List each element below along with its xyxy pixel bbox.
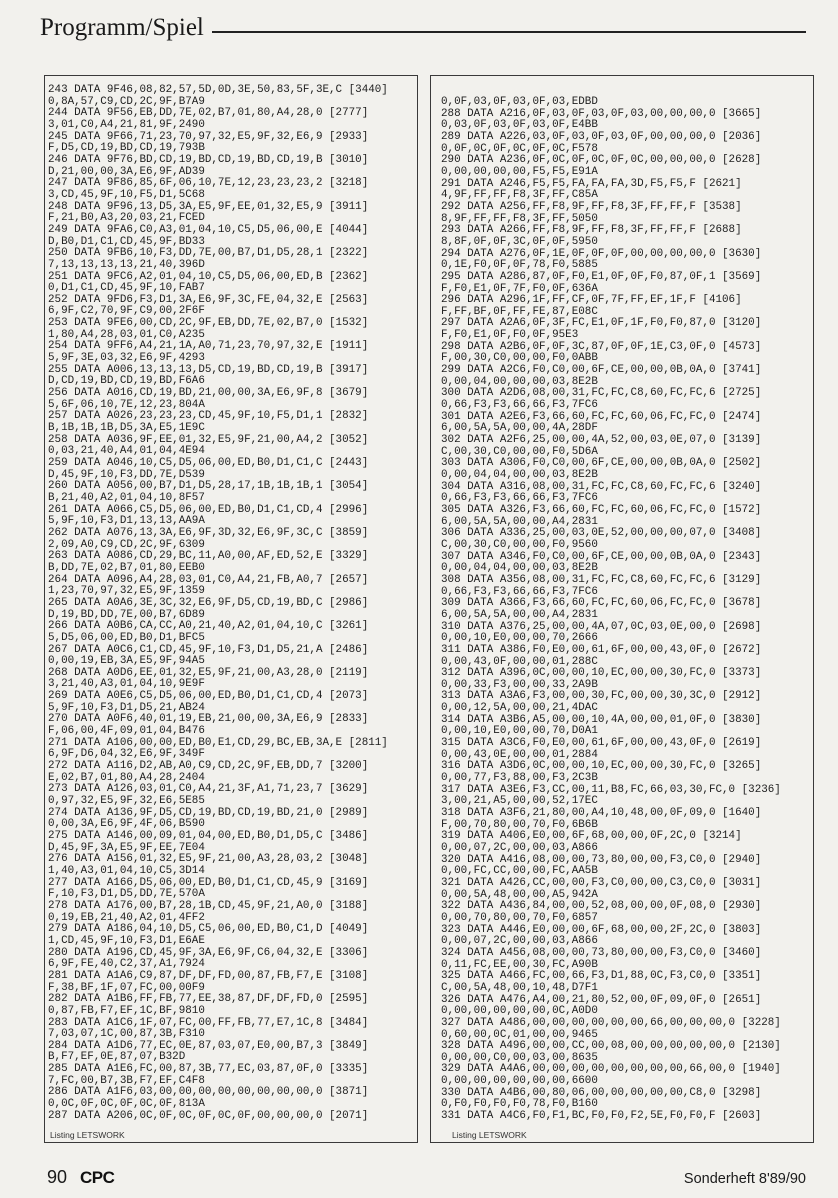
listing-line: 7,13,13,13,13,21,40,396D bbox=[48, 258, 205, 271]
listing-line: 0,03,21,40,A4,01,04,4E94 bbox=[48, 445, 205, 458]
listing-line: 308 DATA A356,08,00,31,FC,FC,C8,60,FC,FC,6 [3129] bbox=[441, 573, 762, 586]
listing-line: 262 DATA A076,13,3A,E6,9F,3D,32,E6,9F,3C,C [3859] bbox=[48, 526, 369, 539]
listing-line: 296 DATA A296,1F,FF,CF,0F,7F,FF,EF,1F,F [4106] bbox=[441, 294, 742, 307]
listing-line: 255 DATA A006,13,13,13,D5,CD,19,BD,CD,19,B [3917] bbox=[48, 363, 369, 376]
listing-line: 310 DATA A376,25,00,00,4A,07,0C,03,0E,00,0 [2698] bbox=[441, 620, 762, 633]
listing-box-left bbox=[44, 75, 418, 1143]
listing-line: 6,00,5A,5A,00,00,A4,2831 bbox=[441, 608, 598, 621]
listing-line: 284 DATA A1D6,77,EC,0E,87,03,07,E0,00,B7,3 [3849] bbox=[48, 1039, 369, 1052]
listing-line: 0,60,00,0C,01,00,00,9465 bbox=[441, 1028, 598, 1041]
listing-line: 253 DATA 9FE6,00,CD,2C,9F,EB,DD,7E,02,B7,0 [1532] bbox=[48, 317, 369, 330]
listing-line: 0,11,FC,EE,00,30,FC,A90B bbox=[441, 958, 598, 971]
listing-lines-right bbox=[441, 97, 781, 1123]
listing-line: 292 DATA A256,FF,F8,9F,FF,F8,3F,FF,FF,F [3538] bbox=[441, 200, 742, 213]
listing-line: 0,0F,0C,0F,0C,0F,0C,F578 bbox=[441, 142, 598, 155]
footer-page-number: 90 bbox=[47, 1167, 68, 1187]
listing-line: 0,66,F3,F3,66,66,F3,7FC6 bbox=[441, 585, 598, 598]
listing-line: 311 DATA A386,F0,E0,00,61,6F,00,00,43,0F,0 [2672] bbox=[441, 643, 762, 656]
listing-line: 2,09,A0,C9,CD,2C,9F,6309 bbox=[48, 538, 205, 551]
listing-line: 286 DATA A1F6,03,00,00,00,00,00,00,00,00,0 [3871] bbox=[48, 1086, 369, 1099]
listing-line: 295 DATA A286,87,0F,F0,E1,0F,0F,F0,87,0F,1 [3569] bbox=[441, 270, 762, 283]
listing-line: 305 DATA A326,F3,66,60,FC,FC,60,06,FC,FC,0 [1572] bbox=[441, 503, 762, 516]
listing-line: 289 DATA A226,03,0F,03,0F,03,0F,00,00,00,0 [2036] bbox=[441, 130, 762, 143]
listing-line: 325 DATA A466,FC,00,66,F3,D1,88,0C,F3,C0,0 [3351] bbox=[441, 970, 762, 983]
listing-line: 0,8A,57,C9,CD,2C,9F,B7A9 bbox=[48, 95, 205, 108]
listing-line: B,F7,EF,0E,87,07,B32D bbox=[48, 1051, 186, 1064]
listing-line: 0,1E,F0,0F,0F,78,F0,5885 bbox=[441, 259, 598, 272]
listing-caption-left: Listing LETSWORK bbox=[50, 1130, 125, 1140]
listing-line: 268 DATA A0D6,EE,01,32,E5,9F,21,00,A3,28,0 [2119] bbox=[48, 666, 369, 679]
listing-line: 0,00,70,80,00,70,F0,6857 bbox=[441, 911, 598, 924]
listing-line: 285 DATA A1E6,FC,00,87,3B,77,EC,03,87,0F,0 [3335] bbox=[48, 1063, 369, 1076]
listing-line: 0,00,00,00,00,00,00,6600 bbox=[441, 1075, 598, 1088]
listing-line: D,B0,D1,C1,CD,45,9F,BD33 bbox=[48, 235, 205, 248]
listing-line: 6,9F,C2,70,9F,C9,00,2F6F bbox=[48, 305, 205, 318]
listing-line: 297 DATA A2A6,0F,3F,FC,E1,0F,1F,F0,F0,87,0 [3120] bbox=[441, 317, 762, 330]
listing-line: 8,9F,FF,FF,F8,3F,FF,5050 bbox=[441, 212, 598, 225]
listing-line: 247 DATA 9F86,85,6F,06,10,7E,12,23,23,23,2 [3218] bbox=[48, 177, 369, 190]
listing-line: 252 DATA 9FD6,F3,D1,3A,E6,9F,3C,FE,04,32,E [2563] bbox=[48, 293, 369, 306]
listing-line: 283 DATA A1C6,1F,07,FC,00,FF,FB,77,E7,1C,8 [3484] bbox=[48, 1016, 369, 1029]
listing-line: C,00,5A,48,00,10,48,D7F1 bbox=[441, 981, 598, 994]
listing-line: 261 DATA A066,C5,D5,06,00,ED,B0,D1,C1,CD,4 [2996] bbox=[48, 503, 369, 516]
listing-line: 291 DATA A246,F5,F5,FA,FA,FA,3D,F5,F5,F [2621] bbox=[441, 177, 742, 190]
listing-line: D,CD,19,BD,CD,19,BD,F6A6 bbox=[48, 375, 205, 388]
listing-line: 315 DATA A3C6,F0,E0,00,61,6F,00,00,43,0F,0 [2619] bbox=[441, 737, 762, 750]
listing-line: 248 DATA 9F96,13,D5,3A,E5,9F,EE,01,32,E5,9 [3911] bbox=[48, 200, 369, 213]
listing-line: 312 DATA A396,0C,00,00,10,EC,00,00,30,FC,0 [3373] bbox=[441, 667, 762, 680]
listing-line: 274 DATA A136,9F,D5,CD,19,BD,CD,19,BD,21,0 [2989] bbox=[48, 806, 369, 819]
listing-line: 5,9F,3E,03,32,E6,9F,4293 bbox=[48, 352, 205, 365]
listing-line: 0,66,F3,F3,66,66,F3,7FC6 bbox=[441, 492, 598, 505]
listing-line: 267 DATA A0C6,C1,CD,45,9F,10,F3,D1,D5,21,A [2486] bbox=[48, 643, 369, 656]
listing-line: E,02,B7,01,80,A4,28,2404 bbox=[48, 771, 205, 784]
listing-line: 0,D1,C1,CD,45,9F,10,FAB7 bbox=[48, 282, 205, 295]
listing-line: 302 DATA A2F6,25,00,00,4A,52,00,03,0E,07,0 [3139] bbox=[441, 434, 762, 447]
listing-line: 6,9F,D6,04,32,E6,9F,349F bbox=[48, 748, 205, 761]
listing-line: 294 DATA A276,0F,1E,0F,0F,0F,00,00,00,00,0 [3630] bbox=[441, 247, 762, 260]
listing-line: 275 DATA A146,00,09,01,04,00,ED,B0,D1,D5,C [3486] bbox=[48, 830, 369, 842]
cpc-logo: CPC bbox=[80, 1168, 115, 1187]
listing-line: 0,00,33,F3,00,00,33,2A9B bbox=[441, 678, 598, 691]
listing-line: F,00,70,80,00,70,F0,6B6B bbox=[441, 818, 598, 831]
listing-line: 260 DATA A056,00,B7,D1,D5,28,17,1B,1B,1B,1 [3054] bbox=[48, 480, 369, 493]
listing-line: 0,00,07,2C,00,00,03,A866 bbox=[441, 842, 598, 854]
listing-line: 304 DATA A316,08,00,31,FC,FC,C8,60,FC,FC,6 [3240] bbox=[441, 480, 762, 493]
listing-line: D,19,BD,DD,7E,00,B7,6D89 bbox=[48, 608, 205, 621]
listing-line: 331 DATA A4C6,F0,F1,BC,F0,F0,F2,5E,F0,F0,F [2603] bbox=[441, 1110, 762, 1123]
listing-line: 0,00,FC,CC,00,00,FC,AA5B bbox=[441, 865, 598, 878]
listing-line: 7,03,07,1C,00,87,3B,F310 bbox=[48, 1028, 205, 1041]
listing-line: 0,03,0F,03,0F,03,0F,E4BB bbox=[441, 119, 598, 132]
listing-line: 277 DATA A166,D5,06,00,ED,B0,D1,C1,CD,45,9 [3169] bbox=[48, 876, 369, 889]
listing-line: 1,23,70,97,32,E5,9F,1359 bbox=[48, 585, 205, 598]
listing-line: 6,00,5A,5A,00,00,A4,2831 bbox=[441, 515, 598, 528]
listing-line: F,38,BF,1F,07,FC,00,00F9 bbox=[48, 981, 205, 994]
listing-line: 0,00,43,0F,00,00,01,288C bbox=[441, 655, 598, 668]
listing-line: F,F0,E1,0F,7F,F0,0F,636A bbox=[441, 282, 598, 295]
listing-line: 5,6F,06,10,7E,12,23,804A bbox=[48, 398, 205, 411]
listing-line: F,06,00,4F,09,01,04,B476 bbox=[48, 725, 205, 738]
listing-line: 254 DATA 9FF6,A4,21,1A,A0,71,23,70,97,32,E [1911] bbox=[48, 340, 369, 353]
listing-line: 276 DATA A156,01,32,E5,9F,21,00,A3,28,03,2 [3048] bbox=[48, 853, 369, 866]
listing-line: D,45,9F,10,F3,DD,7E,D539 bbox=[48, 468, 205, 481]
listing-line: 0,00,00,C0,00,03,00,8635 bbox=[441, 1051, 598, 1064]
listing-line: B,DD,7E,02,B7,01,80,EEB0 bbox=[48, 561, 205, 574]
listing-line: 288 DATA A216,0F,03,0F,03,0F,03,00,00,00,0 [3665] bbox=[441, 107, 762, 120]
listing-line: 5,9F,10,F3,D1,13,13,AA9A bbox=[48, 515, 205, 528]
listing-line: 3,01,C0,A4,21,81,9F,2490 bbox=[48, 118, 205, 131]
listing-line: 263 DATA A086,CD,29,BC,11,A0,00,AF,ED,52,E [3329] bbox=[48, 550, 369, 563]
listing-line: 0,00,04,04,00,00,03,8E2B bbox=[441, 562, 598, 575]
listing-line: 251 DATA 9FC6,A2,01,04,10,C5,D5,06,00,ED,B [2362] bbox=[48, 270, 369, 283]
listing-line: 6,00,5A,5A,00,00,4A,28DF bbox=[441, 422, 598, 435]
header-rule bbox=[212, 31, 806, 33]
listing-line: F,F0,E1,0F,F0,0F,95E3 bbox=[441, 329, 579, 342]
listing-line: 0,00,00,00,00,F5,F5,E91A bbox=[441, 165, 598, 178]
listing-line: F,FF,BF,0F,FF,FE,87,E08C bbox=[441, 305, 598, 318]
listing-line: 303 DATA A306,F0,C0,00,6F,CE,00,00,0B,0A,0 [2502] bbox=[441, 457, 762, 470]
listing-line: 249 DATA 9FA6,C0,A3,01,04,10,C5,D5,06,00,E [4044] bbox=[48, 223, 369, 236]
listing-line: 313 DATA A3A6,F3,00,00,30,FC,00,00,30,3C,0 [2912] bbox=[441, 690, 762, 703]
listing-line: 281 DATA A1A6,C9,87,DF,DF,FD,00,87,FB,F7,E [3108] bbox=[48, 969, 369, 982]
listing-line: 330 DATA A4B6,00,80,06,00,00,00,00,00,C8,0 [3298] bbox=[441, 1086, 762, 1099]
listing-caption-right: Listing LETSWORK bbox=[452, 1130, 527, 1140]
listing-line: 0,00,07,2C,00,00,03,A866 bbox=[441, 935, 598, 948]
listing-line: 316 DATA A3D6,0C,00,00,10,EC,00,00,30,FC,0 [3265] bbox=[441, 760, 762, 773]
listing-line: 1,40,A3,01,04,10,C5,3D14 bbox=[48, 864, 205, 877]
listing-line: 256 DATA A016,CD,19,BD,21,00,00,3A,E6,9F,8 [3679] bbox=[48, 387, 369, 400]
listing-lines-left bbox=[48, 85, 388, 1122]
listing-line: 320 DATA A416,08,00,00,73,80,00,00,F3,C0,0 [2940] bbox=[441, 853, 762, 866]
listing-line: 6,9F,FE,40,C2,37,A1,7924 bbox=[48, 958, 205, 971]
listing-line: 0,87,FB,F7,EF,1C,BF,9810 bbox=[48, 1004, 205, 1017]
listing-box-right bbox=[430, 75, 814, 1143]
footer-issue: Sonderheft 8'89/90 bbox=[683, 1171, 806, 1187]
listing-line: 0,00,10,E0,00,00,70,2666 bbox=[441, 632, 598, 645]
listing-line: 0,00,00,00,00,00,0C,A0D0 bbox=[441, 1005, 598, 1018]
listing-line: 250 DATA 9FB6,10,F3,DD,7E,00,B7,D1,D5,28,1 [2322] bbox=[48, 247, 369, 260]
listing-line: 0,00,43,0E,00,00,01,2884 bbox=[441, 748, 598, 761]
listing-line: 314 DATA A3B6,A5,00,00,10,4A,00,00,01,0F,0 [3830] bbox=[441, 713, 762, 726]
listing-line: 329 DATA A4A6,00,00,00,00,00,00,00,00,66,00,0 [1940] bbox=[441, 1063, 781, 1076]
listing-line: 246 DATA 9F76,BD,CD,19,BD,CD,19,BD,CD,19,B [3010] bbox=[48, 153, 369, 166]
listing-line: F,00,30,C0,00,00,F0,0ABB bbox=[441, 352, 598, 365]
listing-line: 309 DATA A366,F3,66,60,FC,FC,60,06,FC,FC,0 [3678] bbox=[441, 597, 762, 610]
listing-line: 0,0C,0F,0C,0F,0C,0F,813A bbox=[48, 1098, 205, 1111]
listing-line: 317 DATA A3E6,F3,CC,00,11,B8,FC,66,03,30,FC,0 [3236] bbox=[441, 783, 781, 796]
listing-line: 5,9F,10,F3,D1,D5,21,AB24 bbox=[48, 701, 205, 714]
listing-line: 282 DATA A1B6,FF,FB,77,EE,38,87,DF,DF,FD,0 [2595] bbox=[48, 993, 369, 1006]
listing-line: 0,0F,03,0F,03,0F,03,EDBD bbox=[441, 96, 598, 108]
listing-line: 3,00,21,A5,00,00,52,17EC bbox=[441, 795, 598, 808]
listing-line: C,00,30,C0,00,00,F0,5D6A bbox=[441, 445, 598, 458]
listing-line: D,45,9F,3A,E5,9F,EE,7E04 bbox=[48, 841, 205, 854]
listing-line: 3,21,40,A3,01,04,10,9E9F bbox=[48, 678, 205, 691]
listing-line: 3,CD,45,9F,10,F5,D1,5C68 bbox=[48, 188, 205, 201]
listing-line: 319 DATA A406,E0,00,6F,68,00,00,0F,2C,0 [3214] bbox=[441, 830, 742, 843]
listing-line: 0,66,F3,F3,66,66,F3,7FC6 bbox=[441, 399, 598, 412]
listing-line: 323 DATA A446,E0,00,00,6F,68,00,00,2F,2C,0 [3803] bbox=[441, 923, 762, 936]
listing-line: 293 DATA A266,FF,F8,9F,FF,F8,3F,FF,FF,F [2688] bbox=[441, 224, 742, 237]
listing-line: 243 DATA 9F46,08,82,57,5D,0D,3E,50,83,5F,3E,C [3440] bbox=[48, 84, 388, 96]
listing-line: 0,97,32,E5,9F,32,E6,5E85 bbox=[48, 795, 205, 808]
page-section-title: Programm/Spiel bbox=[40, 14, 204, 41]
listing-line: B,21,40,A2,01,04,10,8F57 bbox=[48, 491, 205, 504]
listing-line: 272 DATA A116,D2,AB,A0,C9,CD,2C,9F,EB,DD,7 [3200] bbox=[48, 760, 369, 773]
listing-line: 0,F0,F0,F0,F0,78,F0,B160 bbox=[441, 1098, 598, 1111]
listing-line: 322 DATA A436,84,00,00,52,08,00,00,0F,08,0 [2930] bbox=[441, 900, 762, 913]
listing-line: 257 DATA A026,23,23,23,CD,45,9F,10,F5,D1,1 [2832] bbox=[48, 410, 369, 423]
listing-line: 0,00,3A,E6,9F,4F,06,B590 bbox=[48, 818, 205, 831]
listing-line: 270 DATA A0F6,40,01,19,EB,21,00,00,3A,E6,9 [2833] bbox=[48, 713, 369, 726]
listing-line: 271 DATA A106,00,00,ED,B0,E1,CD,29,BC,EB,3A,E [2811] bbox=[48, 736, 388, 749]
listing-line: B,1B,1B,1B,D5,3A,E5,1E9C bbox=[48, 422, 205, 435]
listing-line: 259 DATA A046,10,C5,D5,06,00,ED,B0,D1,C1,C [2443] bbox=[48, 457, 369, 469]
listing-line: 4,9F,FF,FF,F8,3F,FF,C85A bbox=[441, 189, 598, 202]
listing-line: 258 DATA A036,9F,EE,01,32,E5,9F,21,00,A4,2 [3052] bbox=[48, 433, 369, 446]
listing-line: 327 DATA A486,00,00,00,00,00,00,66,00,00,00,0 [3228] bbox=[441, 1016, 781, 1029]
listing-line: 299 DATA A2C6,F0,C0,00,6F,CE,00,00,0B,0A,0 [3741] bbox=[441, 364, 762, 377]
listing-line: 321 DATA A426,CC,00,00,F3,C0,00,00,C3,C0,0 [3031] bbox=[441, 876, 762, 889]
listing-line: 0,00,19,EB,3A,E5,9F,94A5 bbox=[48, 655, 205, 668]
listing-line: 5,D5,06,00,ED,B0,D1,BFC5 bbox=[48, 631, 205, 644]
listing-line: 318 DATA A3F6,21,80,00,A4,10,48,00,0F,09,0 [1640] bbox=[441, 807, 762, 820]
listing-line: 7,FC,00,B7,3B,F7,EF,C4F8 bbox=[48, 1074, 205, 1087]
listing-line: 287 DATA A206,0C,0F,0C,0F,0C,0F,00,00,00,0 [2071] bbox=[48, 1109, 369, 1122]
listing-line: 306 DATA A336,25,00,03,0E,52,00,00,00,07,0 [3408] bbox=[441, 527, 762, 540]
listing-line: F,21,B0,A3,20,03,21,FCED bbox=[48, 212, 205, 225]
listing-line: 244 DATA 9F56,EB,DD,7E,02,B7,01,80,A4,28,0 [2777] bbox=[48, 107, 369, 120]
listing-line: 8,8F,0F,0F,3C,0F,0F,5950 bbox=[441, 235, 598, 248]
listing-line: 1,CD,45,9F,10,F3,D1,E6AE bbox=[48, 934, 205, 947]
listing-line: 0,19,EB,21,40,A2,01,4FF2 bbox=[48, 911, 205, 924]
listing-line: 0,00,5A,48,00,00,A5,942A bbox=[441, 888, 598, 901]
listing-line: 269 DATA A0E6,C5,D5,06,00,ED,B0,D1,C1,CD,4 [2073] bbox=[48, 690, 369, 703]
listing-line: C,00,30,C0,00,00,F0,9560 bbox=[441, 538, 598, 551]
listing-line: 1,80,A4,28,03,01,C0,A235 bbox=[48, 328, 205, 341]
listing-line: 0,00,04,00,00,00,03,8E2B bbox=[441, 375, 598, 388]
listing-line: 326 DATA A476,A4,00,21,80,52,00,0F,09,0F,0 [2651] bbox=[441, 993, 762, 1006]
listing-line: 280 DATA A196,CD,45,9F,3A,E6,9F,C6,04,32,E [3306] bbox=[48, 946, 369, 959]
listing-line: 307 DATA A346,F0,C0,00,6F,CE,00,00,0B,0A,0 [2343] bbox=[441, 550, 762, 563]
listing-line: 324 DATA A456,08,00,00,73,80,00,00,F3,C0,0 [3460] bbox=[441, 946, 762, 959]
listing-line: 298 DATA A2B6,0F,0F,3C,87,0F,0F,1E,C3,0F,0 [4573] bbox=[441, 340, 762, 353]
listing-line: F,10,F3,D1,D5,DD,7E,570A bbox=[48, 888, 205, 901]
listing-line: 265 DATA A0A6,3E,3C,32,E6,9F,D5,CD,19,BD,C [2986] bbox=[48, 596, 369, 609]
listing-line: 264 DATA A096,A4,28,03,01,C0,A4,21,FB,A0,7 [2657] bbox=[48, 573, 369, 586]
listing-line: F,D5,CD,19,BD,CD,19,793B bbox=[48, 142, 205, 155]
listing-line: 266 DATA A0B6,CA,CC,A0,21,40,A2,01,04,10,C [3261] bbox=[48, 620, 369, 633]
listing-line: 0,00,10,E0,00,00,70,D0A1 bbox=[441, 725, 598, 738]
listing-line: 0,00,77,F3,88,00,F3,2C3B bbox=[441, 772, 598, 785]
listing-line: 0,00,12,5A,00,00,21,4DAC bbox=[441, 702, 598, 715]
listing-line: 290 DATA A236,0F,0C,0F,0C,0F,0C,00,00,00,0 [2628] bbox=[441, 154, 762, 167]
listing-line: 278 DATA A176,00,B7,28,1B,CD,45,9F,21,A0,0 [3188] bbox=[48, 899, 369, 912]
listing-line: D,21,00,00,3A,E6,9F,AD39 bbox=[48, 165, 205, 178]
listing-line: 328 DATA A496,00,00,CC,00,08,00,00,00,00,00,0 [2130] bbox=[441, 1040, 781, 1053]
listing-line: 0,00,04,04,00,00,03,8E2B bbox=[441, 469, 598, 481]
listing-line: 279 DATA A186,04,10,D5,C5,06,00,ED,B0,C1,D [4049] bbox=[48, 923, 369, 936]
listing-line: 300 DATA A2D6,08,00,31,FC,FC,C8,60,FC,FC,6 [2725] bbox=[441, 387, 762, 400]
listing-line: 245 DATA 9F66,71,23,70,97,32,E5,9F,32,E6,9 [2933] bbox=[48, 130, 369, 143]
listing-line: 273 DATA A126,03,01,C0,A4,21,3F,A1,71,23,7 [3629] bbox=[48, 783, 369, 796]
listing-line: 301 DATA A2E6,F3,66,60,FC,FC,60,06,FC,FC,0 [2474] bbox=[441, 410, 762, 423]
